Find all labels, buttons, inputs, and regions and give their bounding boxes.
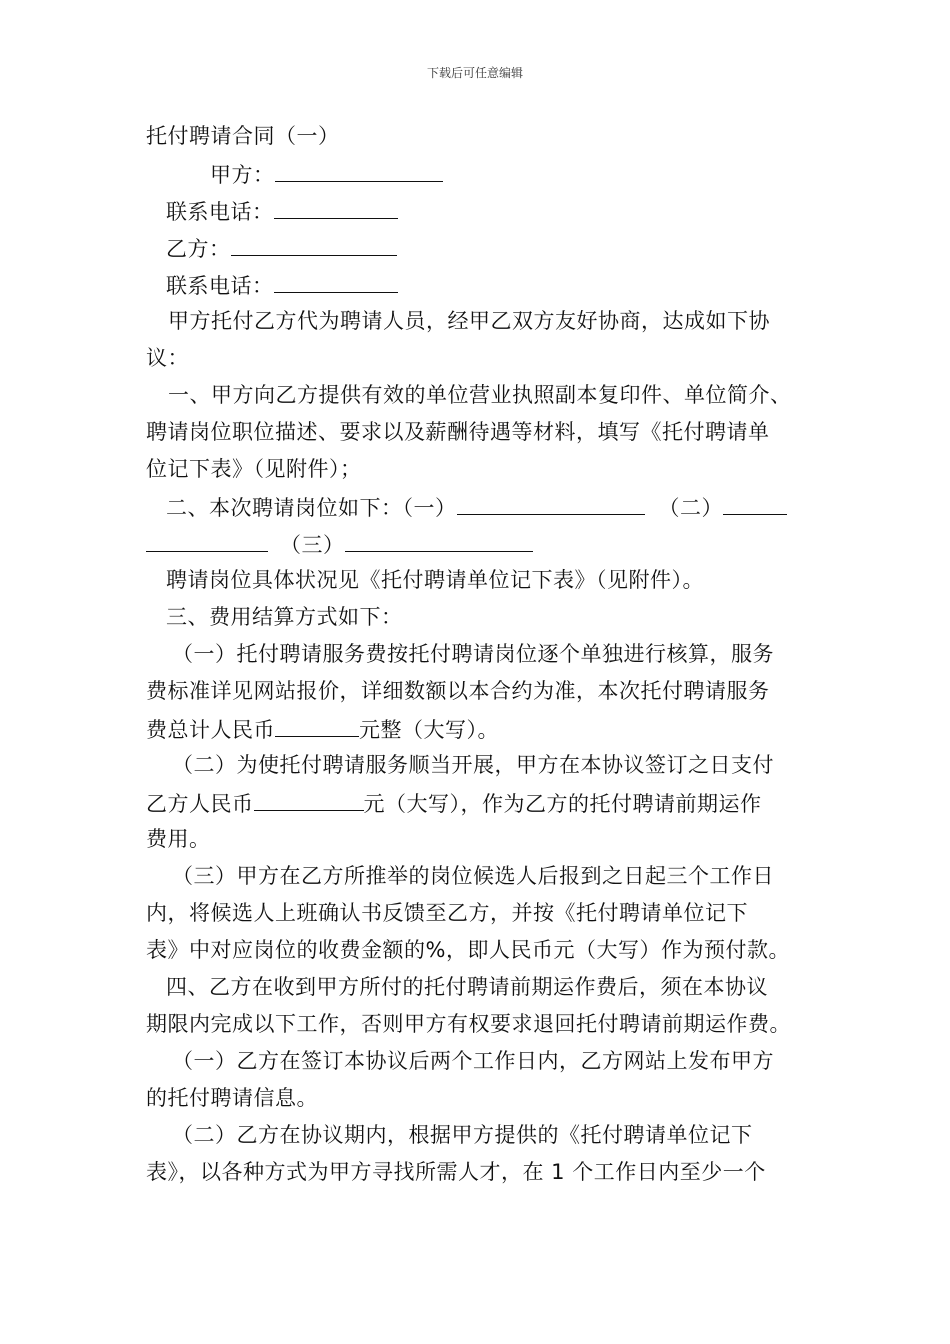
party-b-blank — [231, 229, 397, 256]
section-2-line-1 — [146, 488, 836, 525]
fee-total-blank — [275, 710, 359, 737]
section-3c-line-2: 内，将候选人上班确认书反馈至乙方，并按《托付聘请单位记下 — [146, 901, 748, 925]
section-3b-line-2 — [146, 784, 836, 821]
prepay-suffix: 元（大写），作为乙方的托付聘请前期运作 — [363, 792, 762, 816]
phone-a-label: 联系电话： — [166, 200, 274, 224]
section-4-line-2: 期限内完成以下工作，否则甲方有权要求退回托付聘请前期运作费。 — [146, 1012, 791, 1036]
fee-total-label: 费总计人民币 — [146, 718, 275, 742]
section-1-line-2: 聘请岗位职位描述、要求以及薪酬待遇等材料，填写《托付聘请单 — [146, 420, 770, 444]
position-1-blank — [457, 488, 645, 515]
phone-b-label: 联系电话： — [166, 274, 274, 298]
position-2-blank-a — [723, 488, 787, 515]
section-3-title: 三、费用结算方式如下： — [166, 605, 403, 629]
section-3c-line-3: 表》中对应岗位的收费金额的%，即人民币元（大写）作为预付款。 — [146, 938, 790, 962]
section-3c-line-1: （三）甲方在乙方所推举的岗位候选人后报到之日起三个工作日 — [172, 864, 774, 888]
section-1-line-3: 位记下表》（见附件）； — [146, 457, 362, 481]
section-2-label: 二、本次聘请岗位如下：（一） — [166, 496, 457, 520]
phone-a-line — [146, 192, 836, 229]
position-2-blank-b — [146, 525, 268, 552]
contract-title: 托付聘请合同（一） — [146, 124, 340, 148]
section-3b-line-3: 费用。 — [146, 827, 211, 851]
page-header: 下载后可任意编辑 — [426, 66, 523, 80]
party-b-label: 乙方： — [166, 237, 231, 261]
party-a-blank — [275, 155, 443, 182]
party-b-line — [146, 229, 836, 266]
position-3-label: （三） — [280, 533, 345, 557]
section-2-line-2 — [146, 525, 836, 562]
section-4b-line-2: 表》，以各种方式为甲方寻找所需人才，在 1 个工作日内至少一个 — [146, 1160, 766, 1184]
section-3a-line-3 — [146, 710, 836, 747]
section-3a-line-1: （一）托付聘请服务费按托付聘请岗位逐个单独进行核算，服务 — [172, 642, 774, 666]
position-3-blank — [345, 525, 533, 552]
intro-line-2: 议： — [146, 346, 189, 370]
phone-b-line — [146, 266, 836, 303]
intro-line-1: 甲方托付乙方代为聘请人员，经甲乙双方友好协商，达成如下协 — [168, 309, 770, 333]
phone-b-blank — [274, 266, 398, 293]
fee-total-suffix: 元整（大写）。 — [359, 718, 499, 742]
section-1-line-1: 一、甲方向乙方提供有效的单位营业执照副本复印件、单位简介、 — [168, 383, 792, 407]
section-3b-line-1: （二）为使托付聘请服务顺当开展，甲方在本协议签订之日支付 — [172, 753, 774, 777]
section-4a-line-1: （一）乙方在签订本协议后两个工作日内，乙方网站上发布甲方 — [172, 1049, 774, 1073]
section-4-line-1: 四、乙方在收到甲方所付的托付聘请前期运作费后，须在本协议 — [166, 975, 768, 999]
party-a-label: 甲方： — [210, 163, 275, 187]
party-a-line — [146, 155, 836, 192]
prepay-label: 乙方人民币 — [146, 792, 254, 816]
section-2-note: 聘请岗位具体状况见《托付聘请单位记下表》（见附件）。 — [166, 568, 704, 592]
section-4a-line-2: 的托付聘请信息。 — [146, 1086, 318, 1110]
prepay-blank — [254, 784, 364, 811]
phone-a-blank — [274, 192, 398, 219]
contract-body — [146, 118, 836, 1191]
section-4b-line-1: （二）乙方在协议期内，根据甲方提供的《托付聘请单位记下 — [172, 1123, 753, 1147]
position-2-label: （二） — [658, 496, 723, 520]
section-3a-line-2: 费标准详见网站报价，详细数额以本合约为准，本次托付聘请服务 — [146, 679, 770, 703]
